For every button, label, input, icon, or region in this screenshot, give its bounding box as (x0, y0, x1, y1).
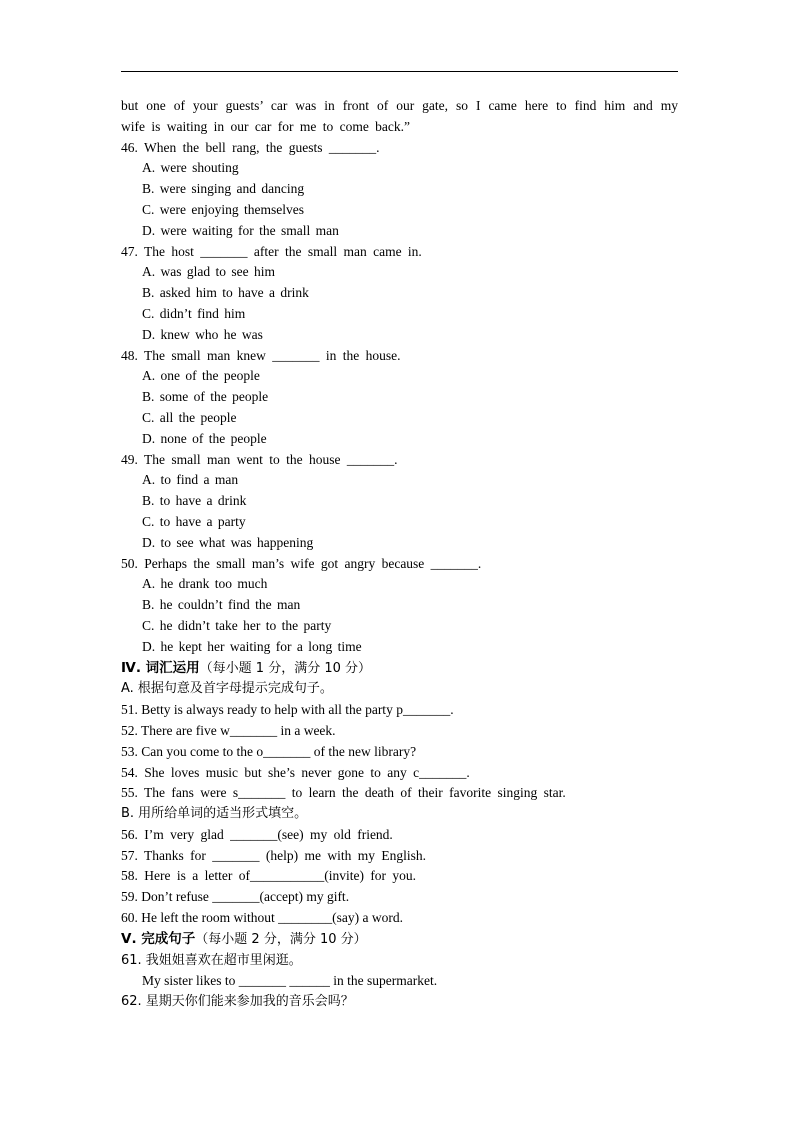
question-60: 60. He left the room without ________(say) a word. (121, 910, 403, 926)
section-5-note: （每小题 2 分，满分 10 分） (195, 931, 367, 947)
question-46-stem: 46. When the bell rang, the guests _______. (121, 139, 380, 155)
question-47-option-c: C. didn’t find him (142, 305, 246, 321)
question-50-stem: 50. Perhaps the small man’s wife got angry because _______. (121, 555, 482, 571)
question-52: 52. There are five w_______ in a week. (121, 722, 336, 738)
header-rule (121, 71, 678, 72)
question-49-option-c: C. to have a party (142, 513, 246, 529)
question-49-stem: 49. The small man went to the house _______. (121, 451, 398, 467)
section-4-heading (121, 658, 678, 680)
question-50-option-d: D. he kept her waiting for a long time (142, 638, 362, 654)
section-5-heading (121, 929, 678, 951)
section-4-part-b-instruction: B. 用所给单词的适当形式填空。 (121, 806, 308, 822)
question-49-option-b: B. to have a drink (142, 493, 247, 509)
question-59: 59. Don’t refuse _______(accept) my gift. (121, 889, 350, 905)
section-4-part-a-instruction: A. 根据句意及首字母提示完成句子。 (121, 681, 333, 697)
question-51: 51. Betty is always ready to help with all the party p_______. (121, 702, 454, 718)
question-46-option-b: B. were singing and dancing (142, 181, 305, 197)
question-48-option-d: D. none of the people (142, 430, 267, 446)
question-48-option-c: C. all the people (142, 409, 237, 425)
question-47-option-a: A. was glad to see him (142, 264, 275, 280)
question-49-option-d: D. to see what was happening (142, 534, 314, 550)
question-53: 53. Can you come to the o_______ of the new library? (121, 743, 417, 759)
exam-page-content (121, 96, 678, 1013)
question-54: 54. She loves music but she’s never gone to any c_______. (121, 764, 470, 780)
passage-line-1: but one of your guests’ car was in front of our gate, so I came here to find him and my (121, 98, 678, 113)
question-50-option-c: C. he didn’t take her to the party (142, 617, 332, 633)
question-61-chinese: 61. 我姐姐喜欢在超市里闲逛。 (121, 952, 302, 968)
question-46-option-d: D. were waiting for the small man (142, 222, 339, 238)
question-47-stem: 47. The host _______ after the small man came in. (121, 243, 422, 259)
question-62-chinese: 62. 星期天你们能来参加我的音乐会吗？ (121, 994, 354, 1010)
question-48-option-a: A. one of the people (142, 368, 260, 384)
question-48-option-b: B. some of the people (142, 389, 269, 405)
section-4-title: Ⅳ. 词汇运用 (121, 659, 200, 676)
section-5-title: Ⅴ. 完成句子 (121, 930, 196, 947)
question-57: 57. Thanks for _______ (help) me with my English. (121, 847, 426, 863)
question-49-option-a: A. to find a man (142, 472, 239, 488)
question-46-option-a: A. were shouting (142, 160, 239, 176)
question-47-option-d: D. knew who he was (142, 326, 263, 342)
question-55: 55. The fans were s_______ to learn the death of their favorite singing star. (121, 785, 566, 801)
passage-line-2: wife is waiting in our car for me to come back.” (121, 118, 411, 134)
section-4-note: （每小题 1 分，满分 10 分） (199, 660, 372, 676)
question-50-option-a: A. he drank too much (142, 576, 268, 592)
question-47-option-b: B. asked him to have a drink (142, 285, 309, 301)
question-46-option-c: C. were enjoying themselves (142, 201, 304, 217)
question-58: 58. Here is a letter of___________(invite) for you. (121, 868, 417, 884)
question-50-option-b: B. he couldn’t find the man (142, 597, 301, 613)
question-48-stem: 48. The small man knew _______ in the house. (121, 347, 401, 363)
question-56: 56. I’m very glad _______(see) my old friend. (121, 826, 393, 842)
question-61-english: My sister likes to _______ ______ in the supermarket. (142, 973, 438, 989)
